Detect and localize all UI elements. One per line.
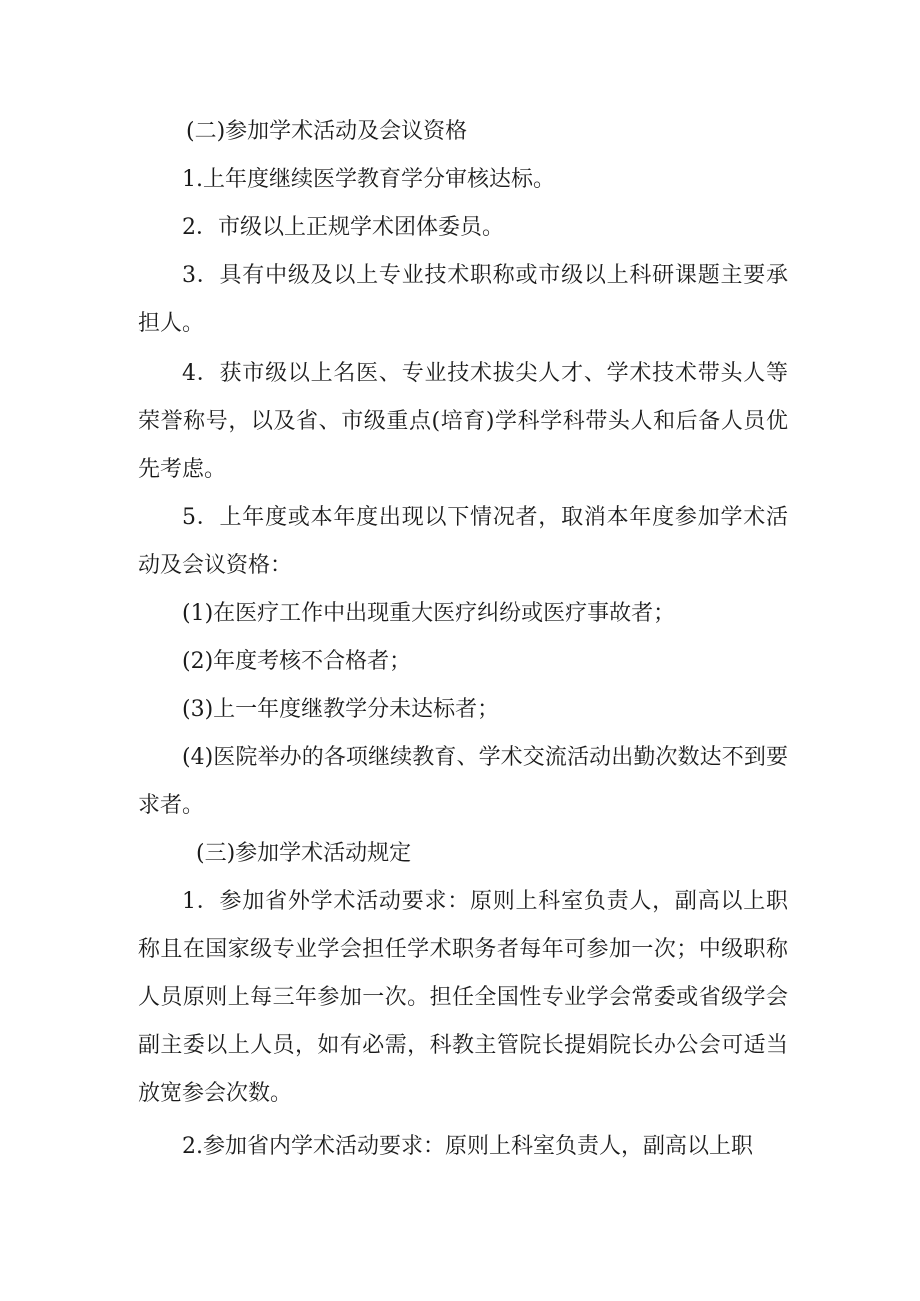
paragraph-item-5: 5．上年度或本年度出现以下情况者，取消本年度参加学术活动及会议资格： — [138, 505, 788, 578]
paragraph-sub-item-4: (4)医院举办的各项继续教育、学术交流活动出勤次数达不到要求者。 — [138, 745, 788, 818]
paragraph-sub-item-1: (1)在医疗工作中出现重大医疗纠纷或医疗事故者； — [182, 601, 676, 626]
paragraph-item-1: 1.上年度继续医学教育学分审核达标。 — [182, 167, 555, 192]
section-heading-3: (三)参加学术活动规定 — [196, 841, 412, 866]
paragraph-rule-2: 2.参加省内学术活动要求：原则上科室负责人，副高以上职 — [182, 1134, 753, 1159]
paragraph-item-2: 2．市级以上正规学术团体委员。 — [182, 215, 504, 240]
paragraph-item-3: 3．具有中级及以上专业技术职称或市级以上科研课题主要承担人。 — [138, 263, 788, 336]
paragraph-sub-item-2: (2)年度考核不合格者； — [182, 649, 412, 674]
paragraph-item-4: 4．获市级以上名医、专业技术拔尖人才、学术技术带头人等荣誉称号，以及省、市级重点(培育)学科学科带头人和后备人员优先考虑。 — [138, 361, 788, 482]
section-heading-2: (二)参加学术活动及会议资格 — [186, 119, 468, 144]
paragraph-sub-item-3: (3)上一年度继教学分未达标者； — [182, 697, 500, 722]
paragraph-rule-1: 1．参加省外学术活动要求：原则上科室负责人，副高以上职称且在国家级专业学会担任学术职务者每年可参加一次；中级职称人员原则上每三年参加一次。担任全国性专业学会常委或省级学会副主委以上人员，如有必需，科教主管院长提娟院长办公会可适当放宽参会次数。 — [138, 889, 788, 1106]
